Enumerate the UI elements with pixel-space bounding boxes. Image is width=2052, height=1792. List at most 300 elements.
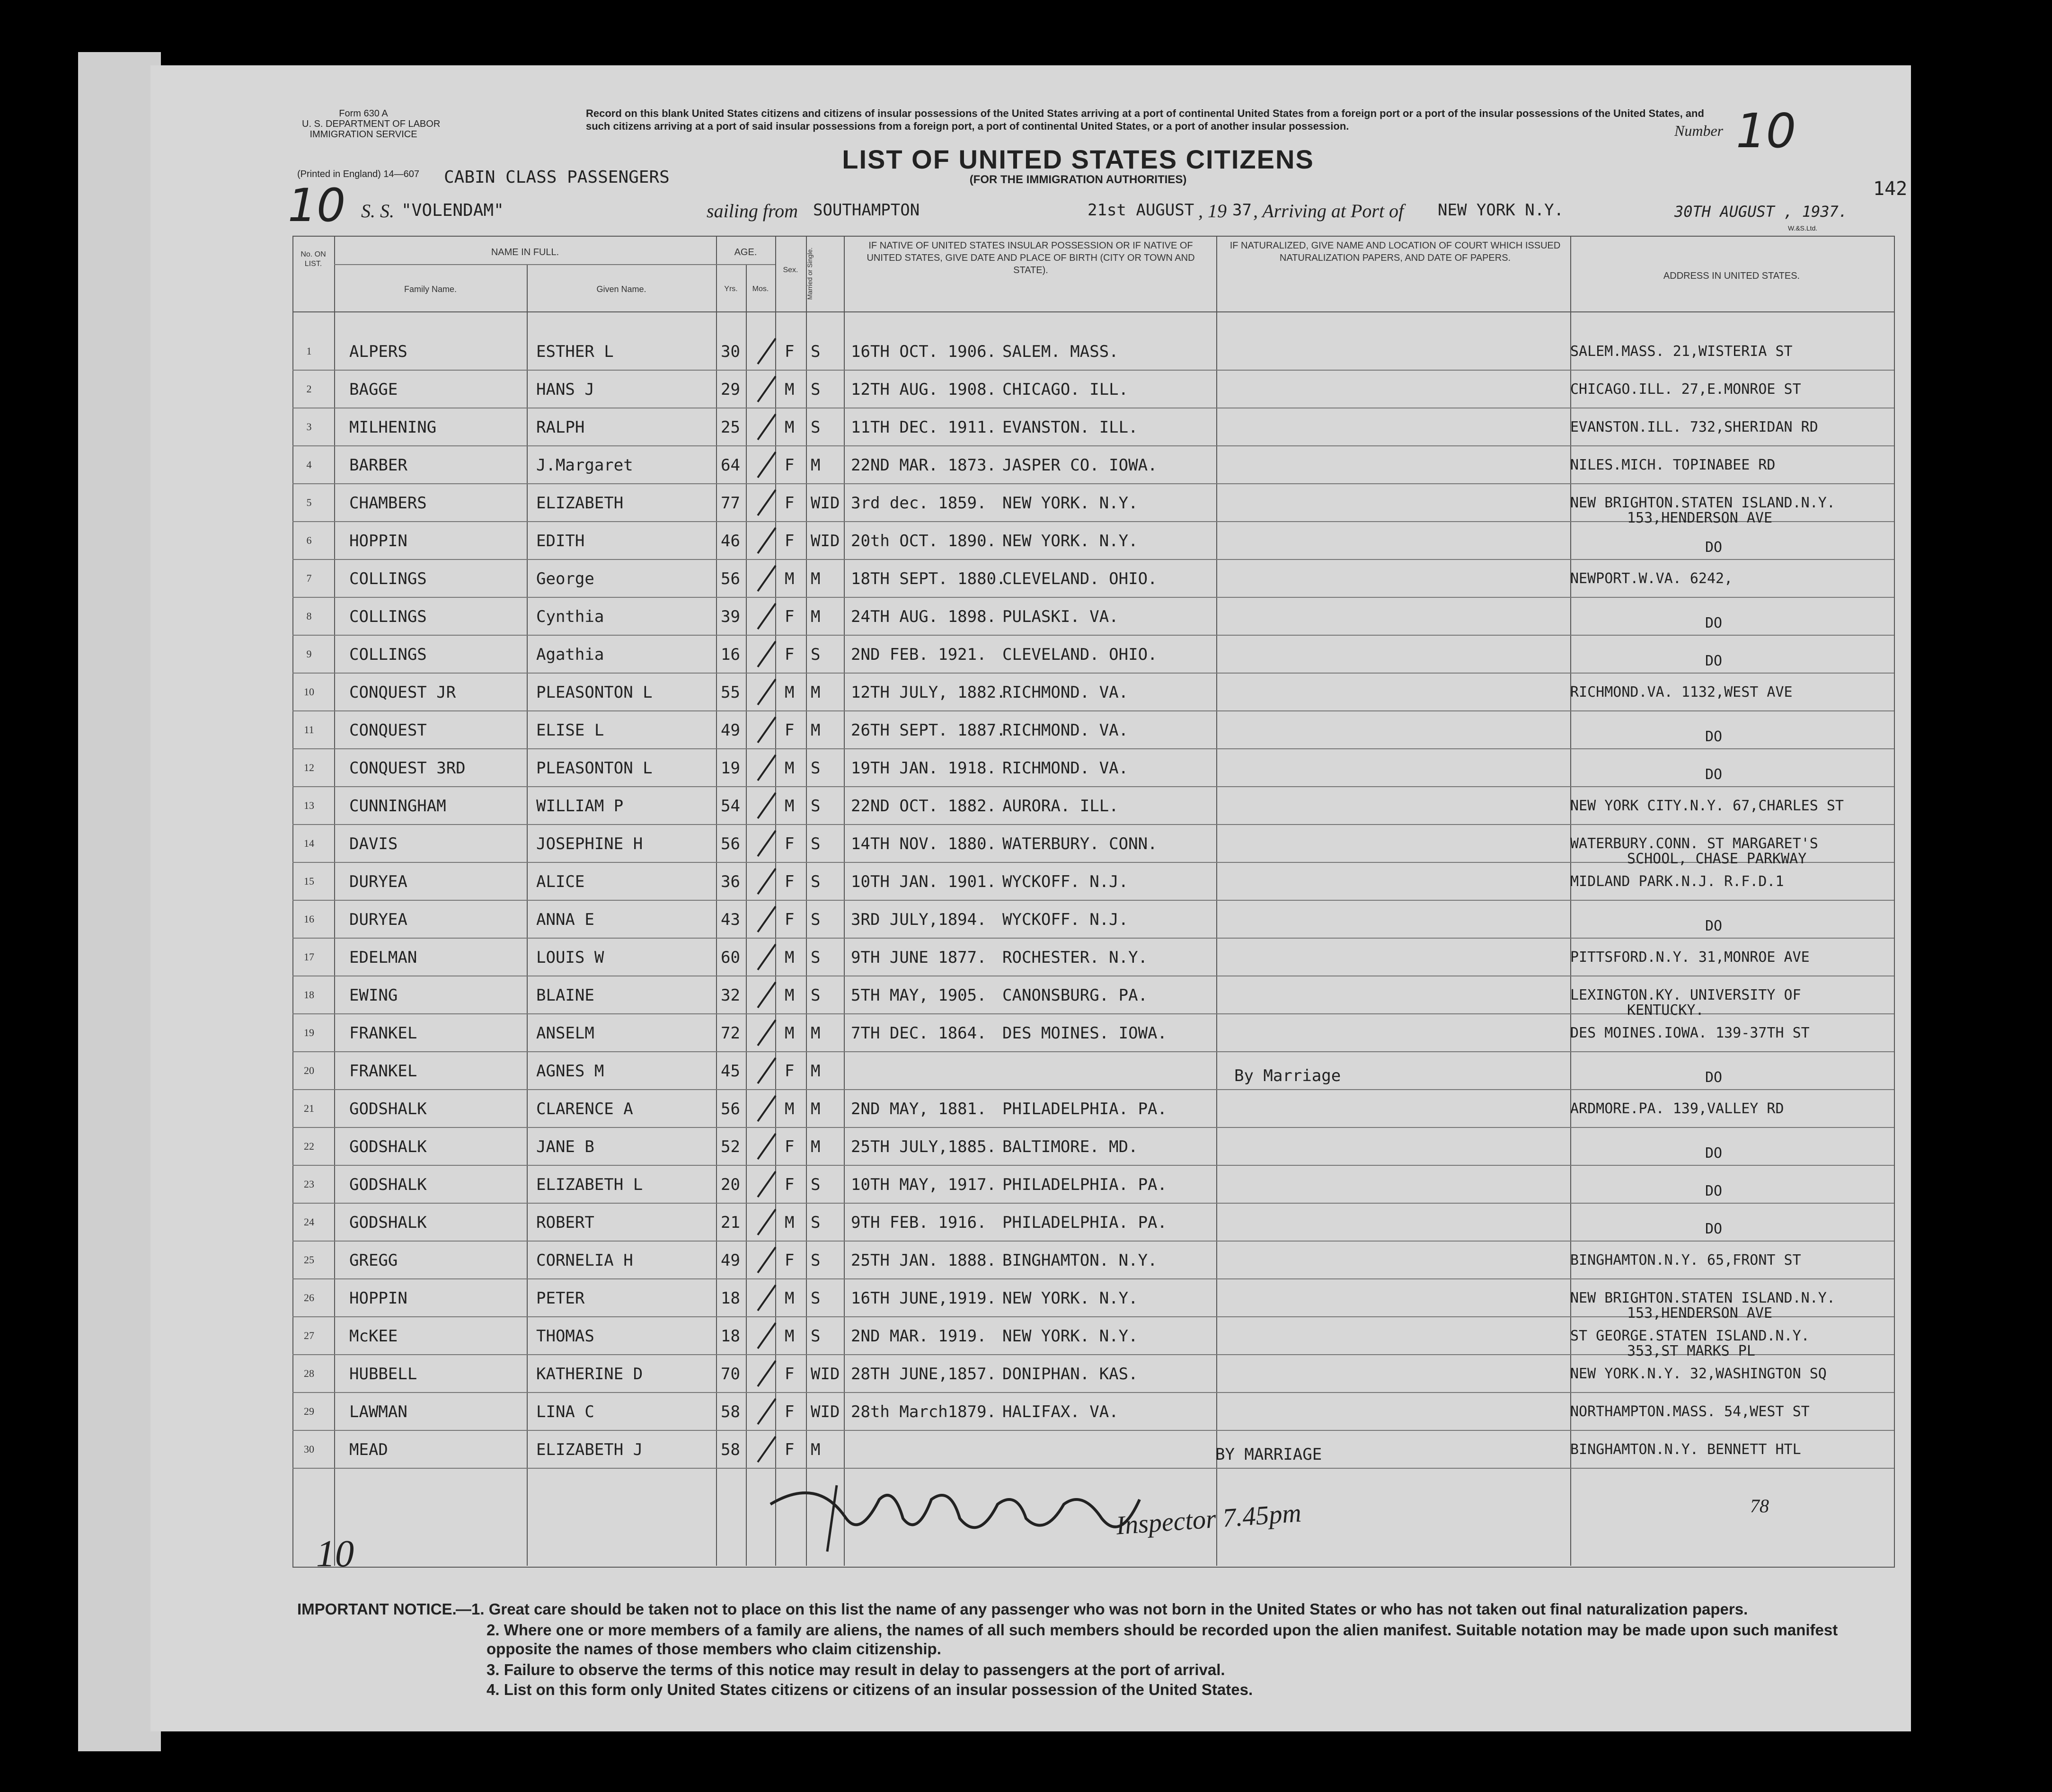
marital-status: S — [811, 986, 821, 1005]
row-rule — [292, 938, 1894, 939]
row-number: 22 — [304, 1140, 314, 1152]
birth-date: 26TH SEPT. 1887. — [851, 721, 1006, 740]
address-line-1: LEXINGTON.KY. UNIVERSITY OF — [1570, 987, 1801, 1003]
address-line-1: ARDMORE.PA. 139,VALLEY RD — [1570, 1100, 1784, 1117]
row-number: 9 — [306, 648, 312, 660]
family-name: MILHENING — [349, 418, 437, 437]
row-number: 23 — [304, 1178, 314, 1190]
page-mark: 78 — [1750, 1495, 1769, 1517]
address-line-1: DO — [1705, 766, 1723, 783]
row-number: 15 — [304, 875, 314, 887]
birth-date: 3rd dec. 1859. — [851, 494, 987, 513]
marital-status: S — [811, 1289, 821, 1308]
col-mos: Mos. — [752, 285, 769, 293]
row-rule — [292, 710, 1894, 711]
birth-date: 19TH JAN. 1918. — [851, 759, 997, 778]
address-line-1: NEW YORK CITY.N.Y. 67,CHARLES ST — [1570, 798, 1844, 814]
stamp-number: 142 — [1873, 178, 1908, 200]
form-instruction: Record on this blank United States citizens and citizens of insular possessions of the United States arriving at a port of continental United States from a foreign port or a port of the insular possessions of the United States, and such citizens arriving at a port of said insular possessions from a foreign port, a port of continental United States, or a port of another insular possession. — [586, 107, 1704, 132]
family-name: CONQUEST — [349, 721, 427, 740]
given-name: PLEASONTON L — [536, 683, 653, 702]
marital-status: WID — [811, 494, 840, 513]
sex: F — [785, 721, 795, 740]
birth-place: AURORA. ILL. — [1002, 797, 1119, 816]
naturalization: BY MARRIAGE — [1215, 1445, 1322, 1464]
row-rule — [292, 900, 1894, 901]
family-name: COLLINGS — [349, 607, 427, 626]
row-number: 8 — [306, 610, 312, 622]
sail-year: 37 — [1232, 201, 1252, 220]
given-name: ESTHER L — [536, 342, 614, 361]
page-title: LIST OF UNITED STATES CITIZENS — [842, 144, 1314, 174]
sex: F — [785, 645, 795, 664]
sex: F — [785, 910, 795, 929]
family-name: CUNNINGHAM — [349, 797, 446, 816]
sex: F — [785, 1365, 795, 1384]
address-line-1: PITTSFORD.N.Y. 31,MONROE AVE — [1570, 949, 1810, 966]
row-rule — [292, 1278, 1894, 1279]
inspector-note: Inspector 7.45pm — [1115, 1498, 1302, 1541]
col-address: ADDRESS IN UNITED STATES. — [1663, 271, 1800, 281]
birth-place: NEW YORK. N.Y. — [1002, 1327, 1138, 1346]
page-number-handwritten: 10 — [288, 179, 346, 232]
arrive-date: 30TH AUGUST , 1937. — [1674, 203, 1848, 221]
given-name: ELIZABETH L — [536, 1175, 643, 1194]
col-married: Married or Single. — [806, 247, 814, 300]
family-name: HUBBELL — [349, 1365, 417, 1384]
port-from: SOUTHAMPTON — [813, 201, 920, 220]
row-rule — [292, 1392, 1894, 1393]
sex: M — [785, 683, 795, 702]
binding-strip — [78, 52, 161, 1751]
row-number: 28 — [304, 1367, 314, 1379]
row-rule — [292, 1430, 1894, 1431]
family-name: FRANKEL — [349, 1062, 417, 1081]
given-name: LOUIS W — [536, 948, 604, 967]
port-to: NEW YORK N.Y. — [1438, 201, 1564, 220]
service: IMMIGRATION SERVICE — [310, 129, 417, 140]
birth-date: 25TH JULY,1885. — [851, 1137, 997, 1156]
given-name: ELIZABETH — [536, 494, 624, 513]
address-line-1: WATERBURY.CONN. ST MARGARET'S — [1570, 835, 1818, 852]
marital-status: S — [811, 342, 821, 361]
marital-status: S — [811, 1175, 821, 1194]
age-years: 52 — [721, 1137, 740, 1156]
address-line-1: BINGHAMTON.N.Y. BENNETT HTL — [1570, 1441, 1801, 1458]
col-age: AGE. — [734, 247, 757, 257]
row-number: 29 — [304, 1405, 314, 1417]
row-number: 17 — [304, 951, 314, 963]
manifest-page — [150, 65, 1911, 1731]
address-line-1: DO — [1705, 653, 1723, 669]
marital-status: S — [811, 1213, 821, 1232]
family-name: GODSHALK — [349, 1137, 427, 1156]
given-name: PETER — [536, 1289, 585, 1308]
birth-place: WATERBURY. CONN. — [1002, 834, 1158, 853]
marital-status: M — [811, 607, 821, 626]
family-name: HOPPIN — [349, 1289, 407, 1308]
birth-date: 28TH JUNE,1857. — [851, 1365, 997, 1384]
age-years: 58 — [721, 1440, 740, 1459]
row-rule — [292, 786, 1894, 787]
sex: M — [785, 948, 795, 967]
birth-place: CLEVELAND. OHIO. — [1002, 645, 1158, 664]
family-name: BAGGE — [349, 380, 398, 399]
row-number: 14 — [304, 837, 314, 849]
address-line-1: DO — [1705, 1183, 1723, 1199]
family-name: EDELMAN — [349, 948, 417, 967]
birth-place: CANONSBURG. PA. — [1002, 986, 1148, 1005]
birth-date: 10TH JAN. 1901. — [851, 872, 997, 891]
birth-date: 12TH JULY, 1882. — [851, 683, 1006, 702]
printed-note: (Printed in England) 14—607 — [297, 169, 419, 179]
age-years: 18 — [721, 1327, 740, 1346]
row-number: 2 — [306, 383, 312, 395]
family-name: LAWMAN — [349, 1402, 407, 1421]
col-no: No. ON LIST. — [301, 250, 326, 268]
address-line-1: DO — [1705, 1145, 1723, 1162]
address-line-1: BINGHAMTON.N.Y. 65,FRONT ST — [1570, 1252, 1801, 1269]
row-number: 3 — [306, 421, 312, 433]
birth-date: 22ND OCT. 1882. — [851, 797, 997, 816]
marital-status: M — [811, 456, 821, 475]
row-rule — [292, 1241, 1894, 1242]
col-given: Given Name. — [596, 284, 646, 294]
age-years: 54 — [721, 797, 740, 816]
ss-label: S. S. — [361, 200, 394, 222]
sex: M — [785, 986, 795, 1005]
marital-status: S — [811, 1251, 821, 1270]
birth-date: 9TH FEB. 1916. — [851, 1213, 987, 1232]
page-subtitle: (FOR THE IMMIGRATION AUTHORITIES) — [969, 173, 1187, 186]
marital-status: M — [811, 1062, 821, 1081]
marital-status: S — [811, 759, 821, 778]
birth-date: 25TH JAN. 1888. — [851, 1251, 997, 1270]
address-line-2: 153,HENDERSON AVE — [1627, 1305, 1773, 1322]
address-line-1: DES MOINES.IOWA. 139-37TH ST — [1570, 1025, 1810, 1041]
row-number: 5 — [306, 497, 312, 508]
birth-place: NEW YORK. N.Y. — [1002, 494, 1138, 513]
birth-date: 18TH SEPT. 1880. — [851, 569, 1006, 588]
family-name: ALPERS — [349, 342, 407, 361]
age-years: 25 — [721, 418, 740, 437]
birth-date: 7TH DEC. 1864. — [851, 1024, 987, 1043]
col-name-in-full: NAME IN FULL. — [491, 247, 559, 257]
arriving-label: , Arriving at Port of — [1253, 200, 1404, 222]
row-rule — [292, 635, 1894, 636]
birth-date: 10TH MAY, 1917. — [851, 1175, 997, 1194]
family-name: DURYEA — [349, 910, 407, 929]
family-name: McKEE — [349, 1327, 398, 1346]
birth-place: PHILADELPHIA. PA. — [1002, 1100, 1167, 1118]
sex: M — [785, 1024, 795, 1043]
col-yrs: Yrs. — [724, 285, 738, 293]
sex: F — [785, 1251, 795, 1270]
birth-place: EVANSTON. ILL. — [1002, 418, 1138, 437]
family-name: FRANKEL — [349, 1024, 417, 1043]
marital-status: WID — [811, 532, 840, 550]
marital-status: M — [811, 1137, 821, 1156]
given-name: RALPH — [536, 418, 585, 437]
sex: M — [785, 1213, 795, 1232]
row-number: 19 — [304, 1027, 314, 1038]
age-years: 49 — [721, 1251, 740, 1270]
row-number: 16 — [304, 913, 314, 925]
row-number: 10 — [304, 686, 314, 698]
given-name: Cynthia — [536, 607, 604, 626]
row-number: 13 — [304, 799, 314, 811]
age-years: 20 — [721, 1175, 740, 1194]
address-line-1: CHICAGO.ILL. 27,E.MONROE ST — [1570, 381, 1801, 398]
birth-place: BALTIMORE. MD. — [1002, 1137, 1138, 1156]
age-years: 70 — [721, 1365, 740, 1384]
birth-place: DONIPHAN. KAS. — [1002, 1365, 1138, 1384]
birth-place: PULASKI. VA. — [1002, 607, 1119, 626]
birth-place: CLEVELAND. OHIO. — [1002, 569, 1158, 588]
birth-date: 5TH MAY, 1905. — [851, 986, 987, 1005]
row-rule — [292, 597, 1894, 598]
given-name: ANNA E — [536, 910, 594, 929]
printer-mark: W.&S.Ltd. — [1788, 224, 1818, 232]
birth-place: HALIFAX. VA. — [1002, 1402, 1119, 1421]
age-years: 18 — [721, 1289, 740, 1308]
form-number: Form 630 A — [339, 108, 388, 119]
family-name: MEAD — [349, 1440, 388, 1459]
notice-item-1: —1. Great care should be taken not to place on this list the name of any passenger who was not born in the United States or who has not taken out final naturalization papers. — [456, 1600, 1748, 1618]
age-years: 46 — [721, 532, 740, 550]
col-family: Family Name. — [404, 284, 457, 294]
row-number: 7 — [306, 572, 312, 584]
year-prefix: , 19 — [1198, 200, 1227, 222]
sailing-label: sailing from — [707, 200, 798, 222]
marital-status: M — [811, 721, 821, 740]
given-name: KATHERINE D — [536, 1365, 643, 1384]
age-years: 72 — [721, 1024, 740, 1043]
address-line-1: DO — [1705, 615, 1723, 631]
birth-place: RICHMOND. VA. — [1002, 683, 1129, 702]
address-line-2: SCHOOL, CHASE PARKWAY — [1627, 851, 1807, 867]
birth-place: JASPER CO. IOWA. — [1002, 456, 1158, 475]
marital-status: S — [811, 948, 821, 967]
given-name: PLEASONTON L — [536, 759, 653, 778]
birth-place: NEW YORK. N.Y. — [1002, 1289, 1138, 1308]
age-years: 55 — [721, 683, 740, 702]
age-years: 45 — [721, 1062, 740, 1081]
birth-place: BINGHAMTON. N.Y. — [1002, 1251, 1158, 1270]
row-number: 6 — [306, 534, 312, 546]
address-line-1: NEW YORK.N.Y. 32,WASHINGTON SQ — [1570, 1366, 1827, 1382]
row-rule — [292, 748, 1894, 749]
family-name: GODSHALK — [349, 1100, 427, 1118]
age-years: 30 — [721, 342, 740, 361]
address-line-1: DO — [1705, 1221, 1723, 1237]
address-line-1: NORTHAMPTON.MASS. 54,WEST ST — [1570, 1403, 1810, 1420]
sex: F — [785, 1440, 795, 1459]
given-name: ELIZABETH J — [536, 1440, 643, 1459]
marital-status: S — [811, 380, 821, 399]
col-naturalized: IF NATURALIZED, GIVE NAME AND LOCATION OF COURT WHICH ISSUED NATURALIZATION PAPERS, AND DATE OF PAPERS. — [1229, 240, 1561, 263]
address-line-2: 153,HENDERSON AVE — [1627, 510, 1773, 526]
age-years: 58 — [721, 1402, 740, 1421]
age-years: 64 — [721, 456, 740, 475]
given-name: ALICE — [536, 872, 585, 891]
age-years: 21 — [721, 1213, 740, 1232]
marital-status: WID — [811, 1365, 840, 1384]
family-name: CHAMBERS — [349, 494, 427, 513]
row-number: 30 — [304, 1443, 314, 1455]
birth-place: DES MOINES. IOWA. — [1002, 1024, 1167, 1043]
family-name: COLLINGS — [349, 569, 427, 588]
address-line-1: DO — [1705, 728, 1723, 745]
address-line-1: SALEM.MASS. 21,WISTERIA ST — [1570, 343, 1793, 360]
given-name: J.Margaret — [536, 456, 633, 475]
notice-item-3: 3. Failure to observe the terms of this notice may result in delay to passengers at the port of arrival. — [486, 1661, 1225, 1678]
family-name: DAVIS — [349, 834, 398, 853]
department: U. S. DEPARTMENT OF LABOR — [302, 119, 441, 129]
family-name: EWING — [349, 986, 398, 1005]
marital-status: S — [811, 797, 821, 816]
row-rule — [292, 1127, 1894, 1128]
birth-date: 3RD JULY,1894. — [851, 910, 987, 929]
birth-date: 2ND MAR. 1919. — [851, 1327, 987, 1346]
birth-date: 12TH AUG. 1908. — [851, 380, 997, 399]
sex: F — [785, 834, 795, 853]
birth-date: 20th OCT. 1890. — [851, 532, 997, 550]
address-line-1: RICHMOND.VA. 1132,WEST AVE — [1570, 684, 1793, 701]
sex: F — [785, 456, 795, 475]
address-line-1: NEW BRIGHTON.STATEN ISLAND.N.Y. — [1570, 495, 1835, 511]
age-years: 60 — [721, 948, 740, 967]
row-number: 24 — [304, 1216, 314, 1228]
given-name: EDITH — [536, 532, 585, 550]
marital-status: S — [811, 1327, 821, 1346]
class-label: CABIN CLASS PASSENGERS — [444, 168, 670, 187]
given-name: CORNELIA H — [536, 1251, 633, 1270]
birth-place: CHICAGO. ILL. — [1002, 380, 1129, 399]
row-rule — [292, 1051, 1894, 1052]
row-rule — [292, 673, 1894, 674]
address-line-1: NILES.MICH. TOPINABEE RD — [1570, 457, 1776, 473]
marital-status: M — [811, 1024, 821, 1043]
marital-status: S — [811, 645, 821, 664]
age-years: 29 — [721, 380, 740, 399]
marital-status: S — [811, 910, 821, 929]
sex: F — [785, 872, 795, 891]
notice-heading: IMPORTANT NOTICE. — [297, 1600, 457, 1618]
family-name: GODSHALK — [349, 1175, 427, 1194]
row-number: 21 — [304, 1102, 314, 1114]
family-name: CONQUEST 3RD — [349, 759, 466, 778]
row-number: 1 — [306, 345, 312, 357]
birth-place: NEW YORK. N.Y. — [1002, 532, 1138, 550]
family-name: GODSHALK — [349, 1213, 427, 1232]
given-name: HANS J — [536, 380, 594, 399]
age-years: 56 — [721, 1100, 740, 1118]
row-rule — [292, 1165, 1894, 1166]
family-name: HOPPIN — [349, 532, 407, 550]
given-name: CLARENCE A — [536, 1100, 633, 1118]
sex: M — [785, 418, 795, 437]
birth-place: RICHMOND. VA. — [1002, 759, 1129, 778]
birth-date: 16TH JUNE,1919. — [851, 1289, 997, 1308]
age-years: 43 — [721, 910, 740, 929]
given-name: BLAINE — [536, 986, 594, 1005]
row-rule — [292, 1203, 1894, 1204]
birth-date: 22ND MAR. 1873. — [851, 456, 997, 475]
sex: F — [785, 1137, 795, 1156]
sex: M — [785, 1327, 795, 1346]
birth-date: 24TH AUG. 1898. — [851, 607, 997, 626]
marital-status: S — [811, 834, 821, 853]
birth-date: 11TH DEC. 1911. — [851, 418, 997, 437]
birth-date: 2ND MAY, 1881. — [851, 1100, 987, 1118]
given-name: ELISE L — [536, 721, 604, 740]
address-line-1: NEW BRIGHTON.STATEN ISLAND.N.Y. — [1570, 1290, 1835, 1306]
family-name: DURYEA — [349, 872, 407, 891]
given-name: WILLIAM P — [536, 797, 624, 816]
naturalization: By Marriage — [1234, 1066, 1341, 1085]
sex: M — [785, 797, 795, 816]
birth-place: WYCKOFF. N.J. — [1002, 872, 1129, 891]
marital-status: M — [811, 1440, 821, 1459]
sex: F — [785, 1062, 795, 1081]
marital-status: S — [811, 872, 821, 891]
sex: F — [785, 1175, 795, 1194]
sail-date: 21st AUGUST — [1088, 201, 1194, 220]
row-rule — [292, 483, 1894, 484]
sex: M — [785, 1100, 795, 1118]
row-number: 18 — [304, 989, 314, 1001]
address-line-1: ST GEORGE.STATEN ISLAND.N.Y. — [1570, 1328, 1810, 1344]
sex: M — [785, 569, 795, 588]
birth-place: SALEM. MASS. — [1002, 342, 1119, 361]
sex: F — [785, 532, 795, 550]
given-name: Agathia — [536, 645, 604, 664]
sex: F — [785, 1402, 795, 1421]
row-number: 11 — [304, 724, 314, 736]
row-number: 20 — [304, 1065, 314, 1076]
age-years: 39 — [721, 607, 740, 626]
sex: M — [785, 759, 795, 778]
birth-place: RICHMOND. VA. — [1002, 721, 1129, 740]
family-name: BARBER — [349, 456, 407, 475]
given-name: THOMAS — [536, 1327, 594, 1346]
age-years: 32 — [721, 986, 740, 1005]
list-number: 10 — [1736, 103, 1796, 159]
marital-status: M — [811, 1100, 821, 1118]
birth-date: 16TH OCT. 1906. — [851, 342, 997, 361]
birth-place: WYCKOFF. N.J. — [1002, 910, 1129, 929]
birth-place: ROCHESTER. N.Y. — [1002, 948, 1148, 967]
given-name: JOSEPHINE H — [536, 834, 643, 853]
col-sex: Sex. — [783, 266, 798, 274]
ship-name: "VOLENDAM" — [401, 201, 504, 220]
age-years: 36 — [721, 872, 740, 891]
sex: M — [785, 380, 795, 399]
family-name: CONQUEST JR — [349, 683, 456, 702]
given-name: ROBERT — [536, 1213, 594, 1232]
given-name: JANE B — [536, 1137, 594, 1156]
row-number: 4 — [306, 459, 312, 470]
marital-status: WID — [811, 1402, 840, 1421]
family-name: GREGG — [349, 1251, 398, 1270]
birth-date: 14TH NOV. 1880. — [851, 834, 997, 853]
address-line-2: 353,ST MARKS PL — [1627, 1343, 1755, 1359]
marital-status: S — [811, 418, 821, 437]
row-number: 25 — [304, 1254, 314, 1266]
bottom-mark: 10 — [316, 1533, 354, 1575]
sex: F — [785, 607, 795, 626]
